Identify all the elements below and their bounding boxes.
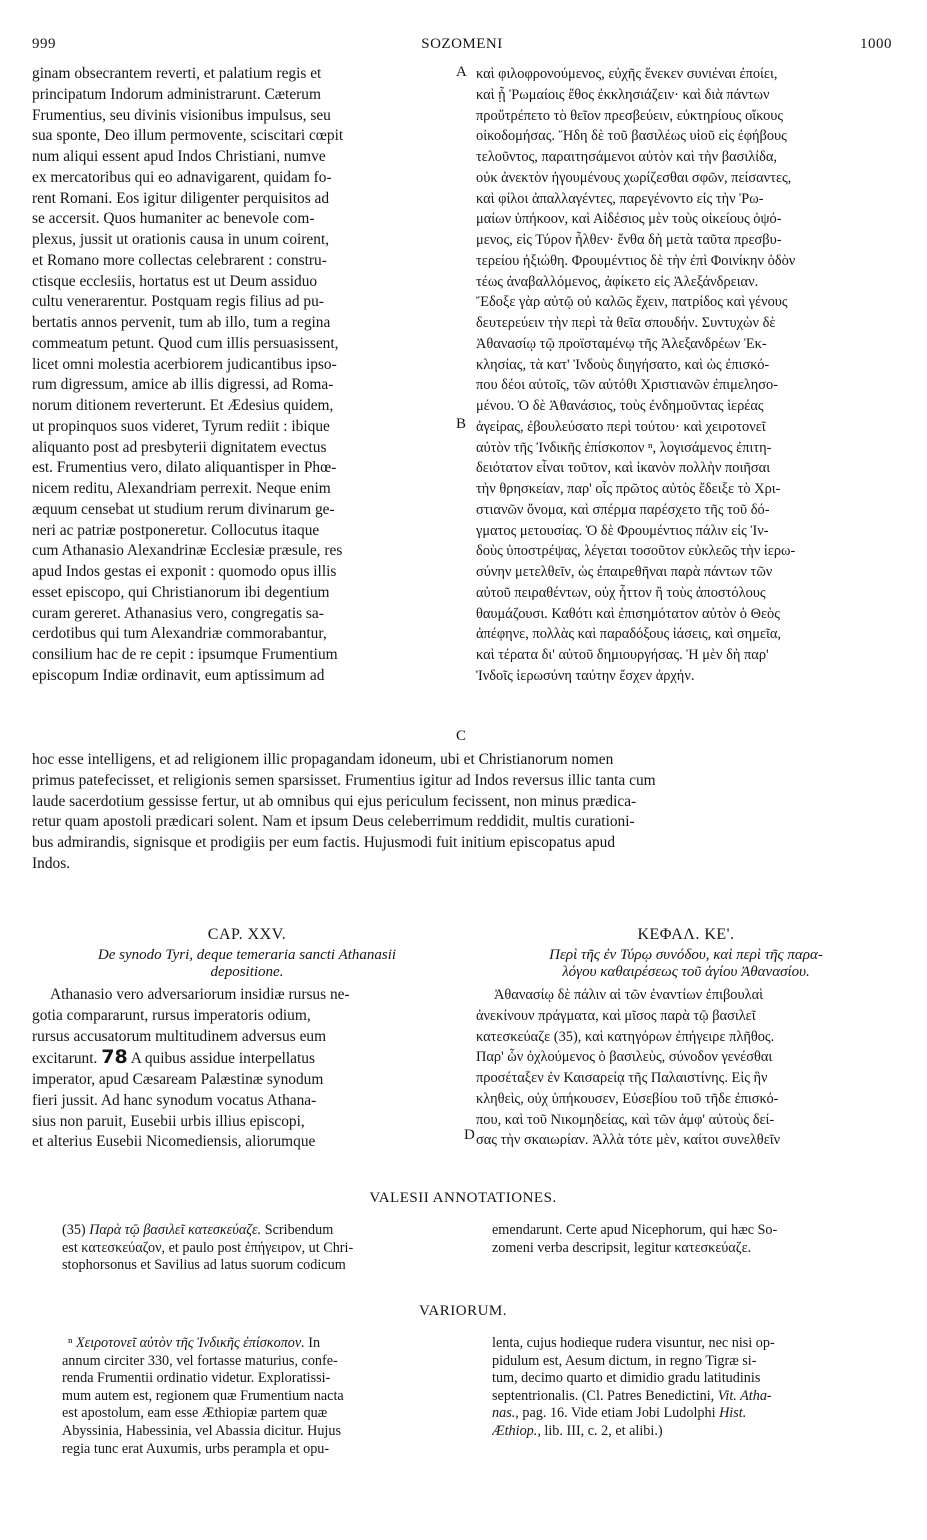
text-line: Abyssinia, Habessinia, vel Abassia dicitur. Hujus — [62, 1422, 341, 1439]
text-fragment: In — [308, 1335, 321, 1351]
text-line: commeatum petunt. Quod cum illis persuasissent, — [32, 334, 339, 352]
text-fragment: excitarunt. — [32, 1050, 98, 1068]
valesii-heading: VALESII ANNOTATIONES. — [369, 1190, 557, 1206]
left-page-number: 999 — [32, 36, 56, 52]
text-fragment: pag. 16. Vide etiam Jobi Ludolphi — [522, 1405, 716, 1422]
text-line: gotia compararunt, rursus imperatoris odium, — [32, 1006, 311, 1024]
running-title: SOZOMENI — [421, 36, 503, 52]
greek-column-bottom — [476, 985, 896, 1151]
latin-chapter-subtitle-1: De synodo Tyri, deque temeraria sancti Athanasii — [97, 947, 397, 963]
text-line: αὐτὸν τῆς Ἰνδικῆς ἐπίσκοπον ⁿ, λογισάμενος ἐπιτη- — [476, 439, 772, 456]
latin-full-width-paragraph — [32, 750, 894, 875]
latin-chapter-title: CAP. XXV. — [207, 926, 287, 943]
text-line: κλησίας, τὰ κατ' Ἰνδοὺς διηγήσατο, καὶ ὡς ἐπισκό- — [476, 356, 770, 373]
text-line: episcopum Indiæ ordinavit, eum aptissimum ad — [32, 666, 325, 684]
text-line: hoc esse intelligens, et ad religionem illic propagandam idoneum, ubi et Christianorum nomen — [32, 751, 614, 768]
text-line: οὐκ ἀνεκτὸν ἡγουμένους χωρίζεσθαι σφῶν, πείσαντες, — [476, 169, 792, 186]
text-line: Ἰνδοῖς ἱερωσύνη ταύτην ἔσχεν ἀρχήν. — [476, 667, 695, 684]
text-line: et Romano more collectas celebrarent : constru- — [32, 251, 327, 269]
variorum-heading: VARIORUM. — [419, 1303, 507, 1319]
note-line: lenta, cujus hodieque rudera visuntur, nec nisi op- — [492, 1335, 775, 1351]
text-line: προὔτρέπετο τὸ θεῖον πρεσβεύειν, εὐκτηρίους οἴκους — [476, 107, 784, 124]
text-line: Indos. — [32, 854, 71, 872]
text-line: δευτερεύειν τὴν περὶ τὰ θεῖα σπουδήν. Συντυχὼν δὲ — [476, 315, 776, 331]
note-line — [492, 1388, 896, 1406]
text-line: τὴν θρησκείαν, παρ' οἷς πρῶτος αὐτὸς ἔδειξε τὸ Χρι- — [476, 481, 781, 497]
greek-chapter-heading — [476, 925, 896, 981]
text-line: καὶ ᾗ Ῥωμαίοις ἔθος ἐκκλησιάζειν· καὶ διὰ πάντων — [476, 86, 770, 103]
latin-chapter-subtitle-2: depositione. — [210, 964, 284, 980]
note-line: est κατεσκεύαζον, et paulo post ἐπήγειρον, ut Chri- — [62, 1239, 354, 1256]
text-line: esset episcopo, qui Christianorum ibi degentium — [32, 583, 330, 601]
greek-chapter-title: ΚΕΦΑΛ. ΚΕ'. — [637, 926, 735, 943]
text-line: καὶ φίλοι ἀπαλλαγέντες, παρεγένοντο εἰς τὴν Ῥω- — [476, 190, 764, 207]
text-line: apud Indos gestas ei exponit : quomodo opus illis — [32, 563, 337, 580]
text-line: consilium hac de re cepit : ipsumque Frumentium — [32, 646, 338, 663]
text-line: licet omni molestia acerbiorem judicantibus ipso- — [32, 355, 337, 373]
variorum-note-right — [492, 1335, 896, 1441]
text-line: laude sacerdotium gessisse fertur, ut ab omnibus qui ejus periculum fecissent, non minus prædica- — [32, 792, 637, 810]
greek-chapter-subtitle-2: λόγου καθαιρέσεως τοῦ ἁγίου Ἀθανασίου. — [562, 964, 810, 980]
text-line: σύνην μετελθεῖν, ὡς ἐπαιρεθῆναι παρὰ πάντων τῶν — [476, 564, 773, 580]
latin-column-bottom — [32, 985, 462, 1153]
text-line: num aliqui essent apud Indos Christiani, numve — [32, 148, 326, 165]
text-line: που δέοι αὐτοῖς, τῶν αὐτόθι Χριστιανῶν ἐπιμελησο- — [476, 377, 778, 394]
text-line: ἀνεκίνουν πράγματα, καὶ μῖσος παρὰ τῷ βασιλεῖ — [476, 1007, 756, 1024]
text-line: Ἀθανασίῳ δὲ πάλιν αἱ τῶν ἐναντίων ἐπιβουλαὶ — [494, 987, 763, 1003]
text-fragment-italic: Æthiop., — [492, 1422, 541, 1439]
greek-column-top — [476, 64, 896, 687]
text-line: μενος, εἰς Τύρον ἦλθεν· ἔνθα δὴ μετὰ ταῦτα πρεσβυ- — [476, 232, 782, 248]
valesii-note-left — [62, 1222, 472, 1275]
text-line: æquum censebat ut studium rerum divinarum ge- — [32, 500, 335, 518]
text-line: rursus accusatorum multitudinem adversus eum — [32, 1027, 327, 1045]
text-line: primus patefecisset, et religionis semen sparsisset. Frumentius igitur ad Indos reversus illic tanta cum — [32, 771, 656, 789]
text-fragment-italic: Hist. — [719, 1405, 747, 1422]
text-line: σας τὴν σκαιωρίαν. Ἀλλὰ τότε μὲν, καίτοι συνελθεῖν — [476, 1132, 781, 1149]
text-line: γματος μετουσίας. Ὁ δὲ Φρουμέντιος πάλιν εἰς Ἰν- — [476, 522, 769, 539]
valesii-note-right — [492, 1222, 896, 1257]
note-line — [492, 1405, 896, 1423]
text-line: κατεσκεύαζε (35), καὶ κατηγόρων ἐπήγειρε πλῆθος. — [476, 1028, 775, 1045]
text-line: που, καὶ τοῦ Νικομηδείας, καὶ τῶν ἀμφ' αὐτοὺς δεί- — [476, 1111, 775, 1128]
text-line: ex mercatoribus qui eo adnavigarent, quidam fo- — [32, 168, 332, 186]
text-line: προσέταξεν ἐν Καισαρείᾳ τῆς Παλαιστίνης. Εἰς ἣν — [476, 1070, 768, 1086]
text-line: emendarunt. Certe apud Nicephorum, qui hæc So- — [492, 1222, 778, 1238]
text-line: sua sponte, Deo illum permovente, sciscitari cœpit — [32, 127, 344, 145]
text-line: se accersit. Quos humaniter ac benevole com- — [32, 210, 315, 228]
text-line: δειότατον εἶναι τοῦτον, καὶ ἱκανὸν πολλὴν ποιῆσαι — [476, 460, 771, 477]
text-line: καὶ φιλοφρονούμενος, εὐχῆς ἕνεκεν συνιέναι ἐποίει, — [476, 66, 778, 82]
text-line: neri ac patriæ postponeretur. Collocutus itaque — [32, 521, 320, 539]
text-line: sius non paruit, Eusebii urbis illius episcopi, — [32, 1112, 305, 1130]
text-line: τερείου ἠξιώθη. Φρουμέντιος δὲ τὴν ἐπὶ Φοινίκην ὁδὸν — [476, 252, 796, 269]
text-line: norum ditionem reverterunt. Et Ædesius quidem, — [32, 397, 334, 414]
note-line: pidulum est, Aesum dictum, in regno Tigræ si- — [492, 1352, 757, 1369]
latin-chapter-heading — [32, 925, 462, 981]
text-line: οἰκοδομήσας. Ἤδη δὲ τοῦ βασιλέως υἱοῦ εἰς ἐφήβους — [476, 128, 787, 145]
text-line: zomeni verba descripsit, legitur κατεσκεύαζε. — [492, 1239, 752, 1256]
text-line: τελοῦντος, παραιτησάμενοι αὐτὸν καὶ τὴν βασιλίδα, — [476, 149, 777, 165]
text-line: est apostolum, eam esse Æthiopiæ partem quæ — [62, 1405, 328, 1422]
note-line: tum, decimo quarto et dimidio gradu latitudinis — [492, 1370, 761, 1387]
text-line: curam gereret. Athanasius vero, congregatis sa- — [32, 604, 324, 622]
text-line: regia tunc erat Auxumis, urbs perampla et opu- — [62, 1440, 330, 1457]
text-line: bus admirandis, signisque et prodigiis per eum factis. Hujusmodi fuit initium episcopatus apud — [32, 834, 616, 851]
text-line: retur quam apostoli prædicari solent. Nam et ipsum Deus celeberrimum reddidit, multis curationi- — [32, 813, 635, 831]
margin-page-number: 78 — [101, 1047, 128, 1069]
note-marker: ⁿ — [68, 1335, 73, 1351]
text-line: τέως ἀναβαλλόμενος, ἀφίκετο εἰς Ἀλεξάνδρειαν. — [476, 273, 759, 290]
text-line: plexus, jussit ut orationis causa in unum coirent, — [32, 231, 330, 248]
text-line: annum circiter 330, vel fortasse maturius, confe- — [62, 1352, 338, 1369]
text-fragment: A quibus assidue interpellatus — [130, 1050, 315, 1068]
text-line: nicem reditu, Alexandriam perrexit. Neque enim — [32, 480, 331, 497]
text-line: rent Romani. Eos igitur diligenter perquisitos ad — [32, 189, 330, 207]
text-line: Athanasio vero adversariorum insidiæ rursus ne- — [50, 986, 350, 1003]
text-line: ginam obsecrantem reverti, et palatium regis et — [32, 65, 322, 82]
note-lemma: Παρὰ τῷ βασιλεῖ κατεσκεύαζε. — [89, 1222, 262, 1238]
text-line: μαίων ὑπήκοον, καὶ Αἰδέσιος μὲν τοὺς οἰκείους ὀψό- — [476, 211, 782, 228]
note-line — [62, 1222, 472, 1240]
note-line: stophorsonus et Savilius ad latus suorum codicum — [62, 1257, 346, 1274]
text-line: μένου. Ὁ δὲ Ἀθανάσιος, τοὺς ἐνδημοῦντας ἱερέας — [476, 398, 764, 414]
text-line: αὐτοῦ πειραθέντων, οὐχ ἧττον ἢ τοὺς ἀποστόλους — [476, 584, 766, 601]
text-fragment: lib. III, c. 2, et alibi.) — [544, 1422, 663, 1439]
text-line: δοὺς ὑποστρέψας, λέγεται τοσοῦτον εὐκλεῶς τὴν ἱερω- — [476, 543, 796, 560]
latin-column-top — [32, 64, 462, 687]
text-line: fieri jussit. Ad hanc synodum vocatus Athana- — [32, 1091, 317, 1109]
text-line: cerdotibus qui tum Alexandriæ commorabantur, — [32, 625, 327, 643]
section-marker-a: A — [456, 64, 467, 80]
page-header — [32, 36, 892, 56]
text-line: ut propinquos suos videret, Tyrum rediit : ibique — [32, 417, 330, 435]
text-line: ctisque ecclesiis, hortatus est ut Deum assiduo — [32, 272, 318, 290]
section-marker-d: D — [464, 1127, 475, 1143]
text-line: θαυμάζουσι. Καθότι καὶ ἐπισημότατον αὐτὸν ὁ Θεὸς — [476, 605, 780, 622]
text-line: καὶ τέρατα δι' αὐτοῦ δημιουργήσας. Ἡ μὲν δὴ παρ' — [476, 647, 769, 663]
text-line: κληθεὶς, οὐχ ὑπήκουσεν, Εὐσεβίου τοῦ τῆδε ἐπισκό- — [476, 1090, 779, 1107]
text-fragment: septentrionalis. (Cl. Patres Benedictini, — [492, 1387, 715, 1404]
section-marker-c: C — [456, 728, 467, 744]
text-line: imperator, apud Cæsaream Palæstinæ synodum — [32, 1071, 324, 1088]
text-line: Frumentius, seu divinis visionibus impulsus, seu — [32, 106, 331, 124]
text-line: principatum Indorum administrarunt. Cæterum — [32, 85, 321, 103]
note-lemma: Χειροτονεῖ αὐτὸν τῆς Ἰνδικῆς ἐπίσκοπον. — [76, 1335, 305, 1351]
text-line: cum Athanasio Alexandrinæ Ecclesiæ præsule, res — [32, 542, 343, 560]
note-line — [62, 1335, 472, 1353]
text-fragment: Scribendum — [264, 1222, 334, 1238]
text-line: est. Frumentius vero, dilato aliquantisper in Phœ- — [32, 459, 337, 477]
text-line: Παρ' ὧν ὀχλούμενος ὁ βασιλεὺς, σύνοδον γενέσθαι — [476, 1049, 773, 1066]
text-line: Ἀθανασίῳ τῷ προϊσταμένῳ τῆς Ἀλεξανδρέων Ἐκ- — [476, 335, 767, 352]
note-number: (35) — [62, 1222, 86, 1238]
text-line: Ἔδοξε γὰρ αὐτῷ οὐ καλῶς ἔχειν, πατρίδος καὶ γένους — [476, 294, 788, 311]
text-line: et alterius Eusebii Nicomediensis, aliorumque — [32, 1133, 316, 1151]
text-fragment-italic: nas., — [492, 1405, 519, 1422]
text-line: mum autem est, regionem quæ Frumentium nacta — [62, 1387, 344, 1404]
text-line: renda Frumentii ordinatio videtur. Exploratissi- — [62, 1370, 331, 1387]
text-line: bertatis annos pervenit, tum ab illo, tum a regina — [32, 314, 331, 331]
greek-chapter-subtitle-1: Περὶ τῆς ἐν Τύρῳ συνόδου, καὶ περὶ τῆς παρα- — [549, 947, 823, 963]
text-line: ἀγείρας, ἐβουλεύσατο περὶ τούτου· καὶ χειροτονεῖ — [476, 418, 766, 435]
text-fragment-italic: Vit. Atha- — [717, 1387, 772, 1404]
text-line: cultu venerarentur. Postquam regis filius ad pu- — [32, 293, 324, 311]
text-line — [32, 1047, 462, 1070]
text-line: rum digressum, amice ab illis digressi, ad Roma- — [32, 376, 334, 394]
right-page-number: 1000 — [860, 36, 892, 52]
text-line: ἀπέφηνε, πολλὰς καὶ παραδόξους ἰάσεις, καὶ σημεῖα, — [476, 626, 781, 643]
variorum-note-left — [62, 1335, 472, 1458]
note-line — [492, 1423, 896, 1441]
text-line: aliquanto post ad presbyterii dignitatem evectus — [32, 438, 327, 456]
section-marker-b: B — [456, 416, 467, 432]
text-line: στιανῶν ὄνομα, καὶ σπέρμα παρέσχετο τῆς τοῦ δό- — [476, 501, 770, 518]
